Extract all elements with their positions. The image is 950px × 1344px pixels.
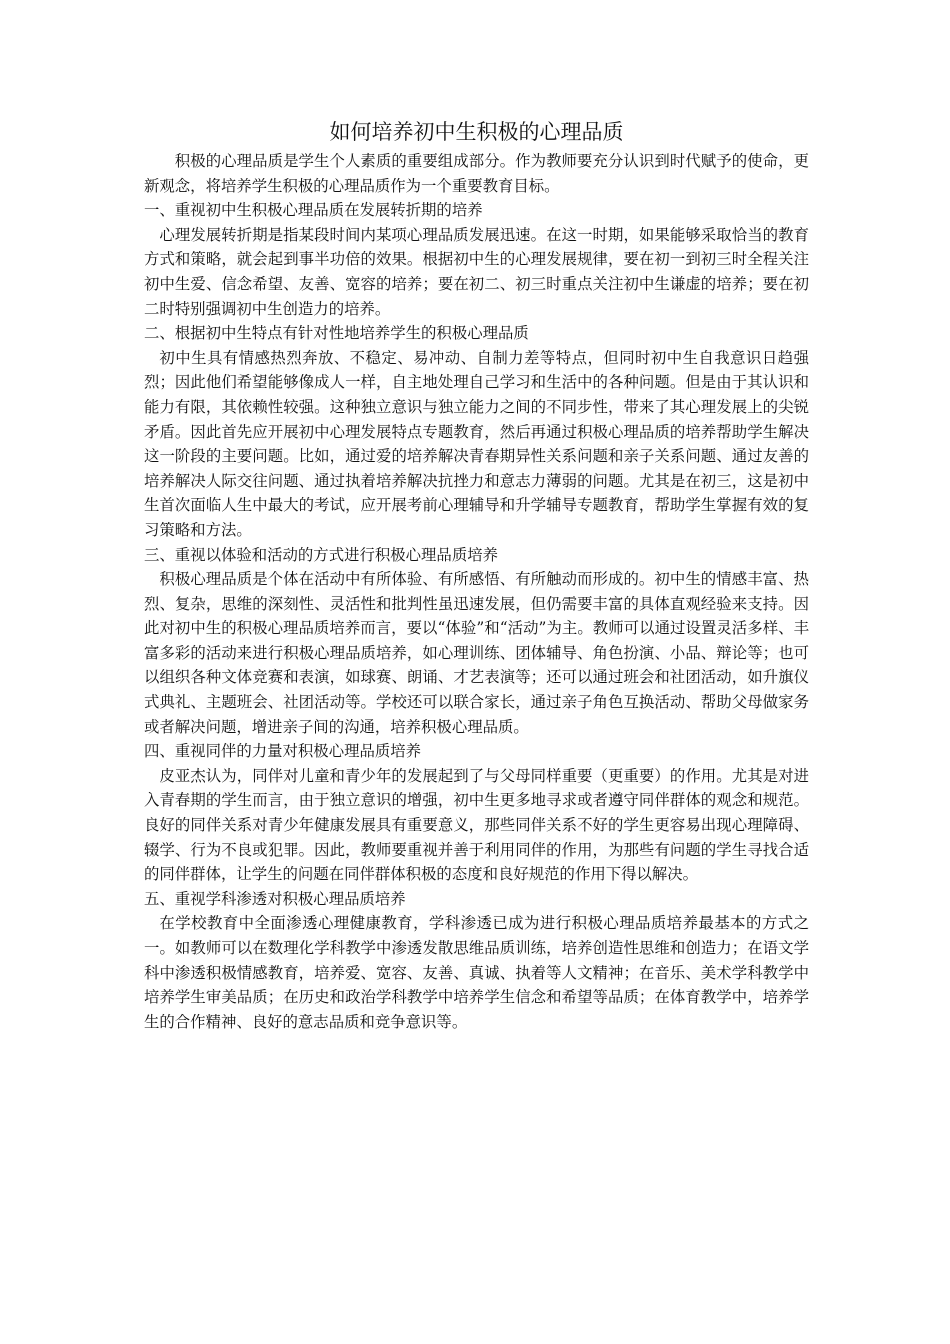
- section-heading-3: 三、重视以体验和活动的方式进行积极心理品质培养: [144, 545, 498, 564]
- intro-paragraph: 积极的心理品质是学生个人素质的重要组成部分。作为教师要充分认识到时代赋予的使命，更新观念，将培养学生积极的心理品质作为一个重要教育目标。: [144, 152, 809, 195]
- section-body-1: 心理发展转折期是指某段时间内某项心理品质发展迅速。在这一时期，如果能够采取恰当的教育方式和策略，就会起到事半功倍的效果。根据初中生的心理发展规律，要在初一到初三时全程关注初中生爱、信念希望、友善、宽容的培养；要在初二、初三时重点关注初中生谦虚的培养；要在初二时特别强调初中生创造力的培养。: [144, 225, 809, 318]
- section-heading-5: 五、重视学科渗透对积极心理品质培养: [144, 889, 406, 908]
- section-heading-1: 一、重视初中生积极心理品质在发展转折期的培养: [144, 201, 483, 220]
- section-body-2: 初中生具有情感热烈奔放、不稳定、易冲动、自制力差等特点，但同时初中生自我意识日趋强烈；因此他们希望能够像成人一样，自主地处理自己学习和生活中的各种问题。但是由于其认识和能力有限，其依赖性较强。这种独立意识与独立能力之间的不同步性，带来了其心理发展上的尖锐矛盾。因此首先应开展初中心理发展特点专题教育，然后再通过积极心理品质的培养帮助学生解决这一阶段的主要问题。比如，通过爱的培养解决青春期异性关系问题和亲子关系问题、通过友善的培养解决人际交往问题、通过执着培养解决抗挫力和意志力薄弱的问题。尤其是在初三，这是初中生首次面临人生中最大的考试，应开展考前心理辅导和升学辅导专题教育，帮助学生掌握有效的复习策略和方法。: [144, 348, 809, 539]
- document-title: 如何培养初中生积极的心理品质: [329, 120, 624, 144]
- document-page: [144, 118, 809, 1034]
- section-heading-4: 四、重视同伴的力量对积极心理品质培养: [144, 742, 422, 761]
- section-heading-2: 二、根据初中生特点有针对性地培养学生的积极心理品质: [144, 324, 529, 343]
- section-body-4: 皮亚杰认为，同伴对儿童和青少年的发展起到了与父母同样重要（更重要）的作用。尤其是对进入青春期的学生而言，由于独立意识的增强，初中生更多地寻求或者遵守同伴群体的观念和规范。良好的同伴关系对青少年健康发展具有重要意义，那些同伴关系不好的学生更容易出现心理障碍、辍学、行为不良或犯罪。因此，教师要重视并善于利用同伴的作用，为那些有问题的学生寻找合适的同伴群体，让学生的问题在同伴群体积极的态度和良好规范的作用下得以解决。: [144, 766, 809, 884]
- section-body-5: 在学校教育中全面渗透心理健康教育，学科渗透已成为进行积极心理品质培养最基本的方式之一。如教师可以在数理化学科教学中渗透发散思维品质训练，培养创造性思维和创造力；在语文学科中渗透积极情感教育，培养爱、宽容、友善、真诚、执着等人文精神；在音乐、美术学科教学中培养学生审美品质；在历史和政治学科教学中培养学生信念和希望等品质；在体育教学中，培养学生的合作精神、良好的意志品质和竞争意识等。: [144, 914, 809, 1031]
- section-body-3: 积极心理品质是个体在活动中有所体验、有所感悟、有所触动而形成的。初中生的情感丰富、热烈、复杂，思维的深刻性、灵活性和批判性虽迅速发展，但仍需要丰富的具体直观经验来支持。因此对初中生的积极心理品质培养而言，要以“体验”和“活动”为主。教师可以通过设置灵活多样、丰富多彩的活动来进行积极心理品质培养，如心理训练、团体辅导、角色扮演、小品、辩论等；也可以组织各种文体竞赛和表演，如球赛、朗诵、才艺表演等；还可以通过班会和社团活动，如升旗仪式典礼、主题班会、社团活动等。学校还可以联合家长，通过亲子角色互换活动、帮助父母做家务或者解决问题，增进亲子间的沟通，培养积极心理品质。: [144, 570, 809, 736]
